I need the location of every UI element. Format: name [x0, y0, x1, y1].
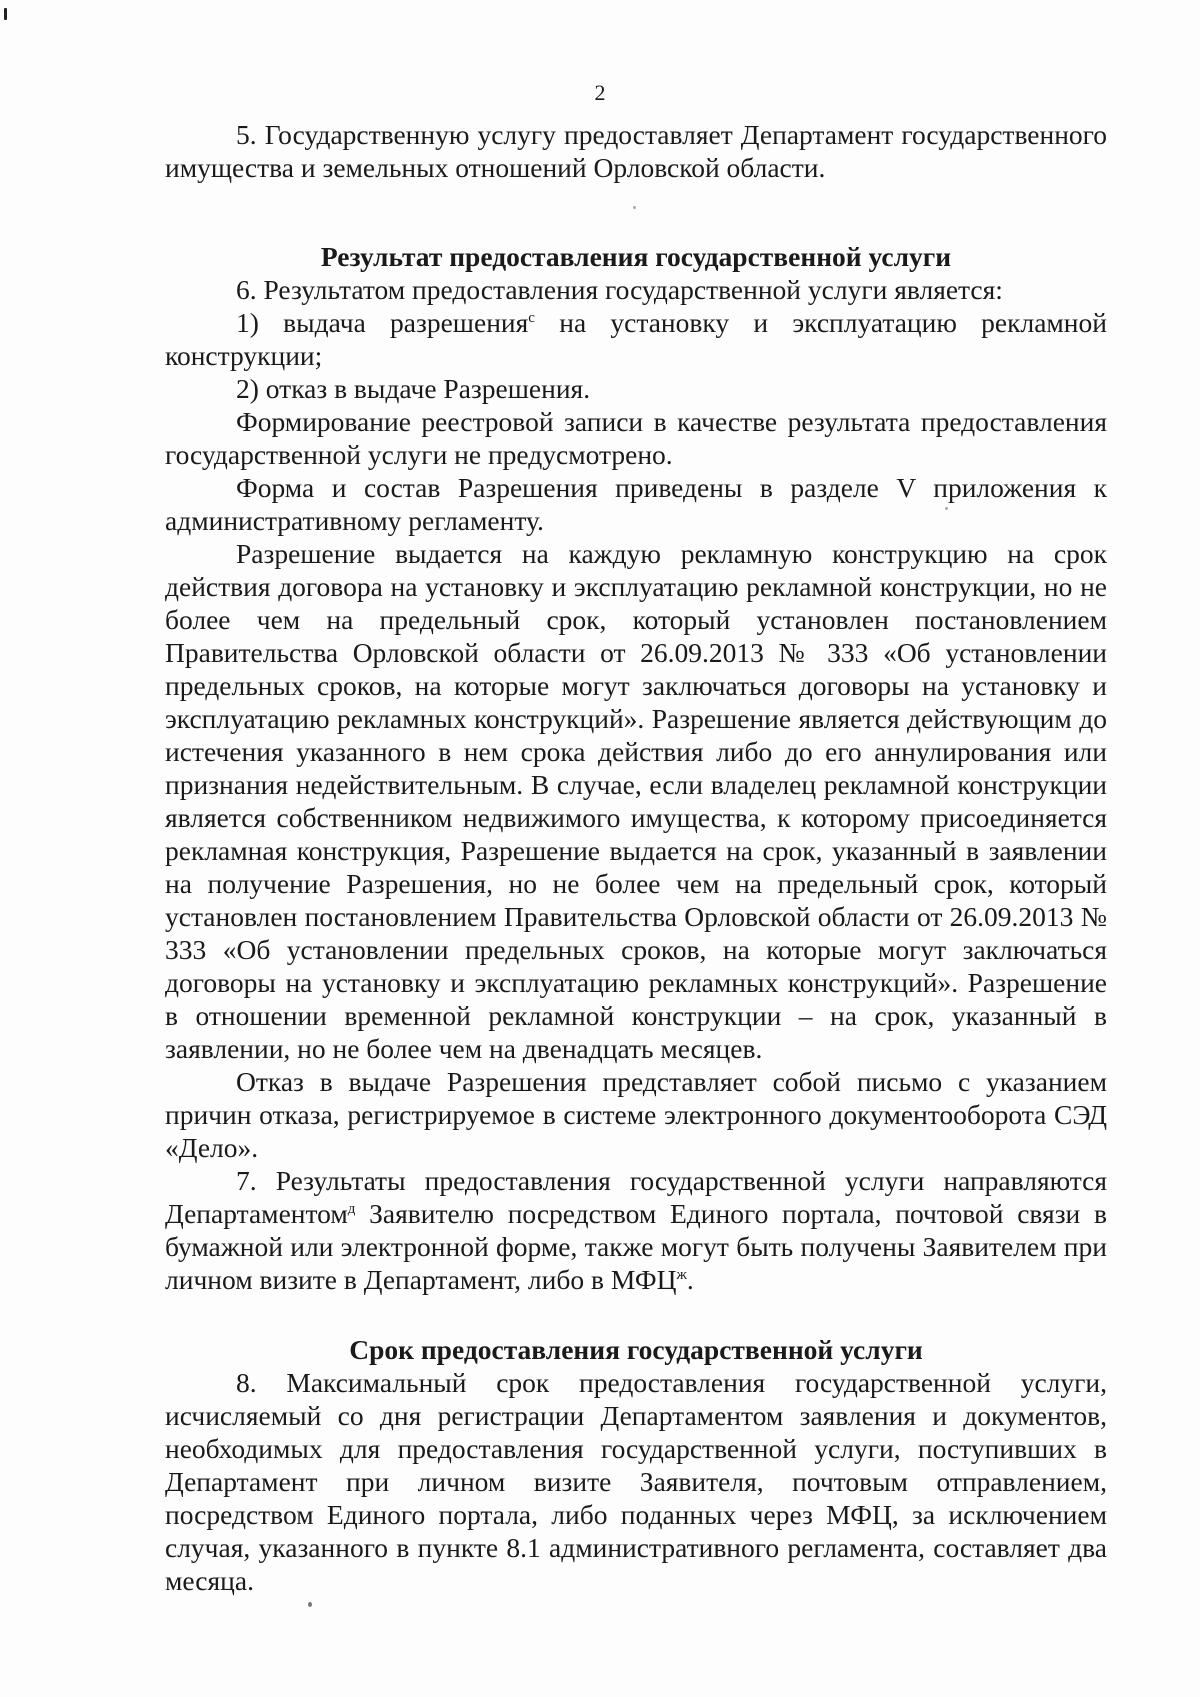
list-item-1-rest: на установку и эксплуатацию рекламной конструкции; [165, 307, 1107, 371]
list-item-1 [165, 306, 1107, 372]
list-item-1-text: 1) выдача разрешения [236, 307, 529, 338]
document-body [165, 118, 1107, 1597]
footnote-mark-d: д [347, 1200, 356, 1217]
scan-speck [945, 507, 948, 510]
paragraph-form: Форма и состав Разрешения приведены в разделе V приложения к административному регламенту. [165, 472, 1107, 536]
footnote-mark-c: с [528, 309, 535, 326]
paragraph-6: 6. Результатом предоставления государственной услуги является: [236, 274, 1003, 305]
paragraph-refusal: Отказ в выдаче Разрешения представляет собой письмо с указанием причин отказа, регистрируемое в системе электронного документооборота СЭД «Дело». [165, 1066, 1107, 1163]
paragraph-7 [165, 1164, 1107, 1296]
heading-term: Срок предоставления государственной услуги [349, 1334, 923, 1365]
heading-result: Результат предоставления государственной услуги [320, 241, 952, 272]
paragraph-5: 5. Государственную услугу предоставляет Департамент государственного имущества и земельных отношений Орловской области. [165, 119, 1107, 183]
list-item-2: 2) отказ в выдаче Разрешения. [236, 373, 591, 404]
paragraph-7-b: Заявителю посредством Единого портала, почтовой связи в бумажной или электронной форме, также могут быть получены Заявителем при личном визите в Департамент, либо в МФЦ [165, 1198, 1107, 1295]
paragraph-registry: Формирование реестровой записи в качестве результата предоставления государственной услуги не предусмотрено. [165, 406, 1107, 470]
scan-speck [633, 206, 636, 209]
paragraph-8: 8. Максимальный срок предоставления государственной услуги, исчисляемый со дня регистрации Департаментом заявления и документов, необходимых для предоставления государственной услуги, поступивших в Департамент при личном визите Заявителя, почтовым отправлением, посредством Единого портала, либо поданных через МФЦ, за исключением случая, указанного в пункте 8.1 административного регламента, составляет два месяца. [165, 1367, 1107, 1596]
paragraph-7-c: . [686, 1264, 694, 1295]
paragraph-7-a: 7. Результаты предоставления государственной услуги направляются Департаментом [165, 1165, 1107, 1229]
paragraph-permit: Разрешение выдается на каждую рекламную конструкцию на срок действия договора на установку и эксплуатацию рекламной конструкции, но не более чем на предельный срок, который установлен постановлением Правительства Орловской области от 26.09.2013 № 333 «Об установлении предельных сроков, на которые могут заключаться договоры на установку и эксплуатацию рекламных конструкций». Разрешение является действующим до истечения указанного в нем срока действия либо до его аннулирования или признания недействительным. В случае, если владелец рекламной конструкции является собственником недвижимого имущества, к которому присоединяется рекламная конструкция, Разрешение выдается на срок, указанный в заявлении на получение Разрешения, но не более чем на предельный срок, который установлен постановлением Правительства Орловской области от 26.09.2013 № 333 «Об установлении предельных сроков, на которые могут заключаться договоры на установку и эксплуатацию рекламных конструкций». Разрешение в отношении временной рекламной конструкции – на срок, указанный в заявлении, но не более чем на двенадцать месяцев. [165, 538, 1107, 1064]
scan-speck [4, 8, 7, 20]
page-number: 2 [594, 80, 606, 105]
scan-speck [308, 1602, 312, 1607]
footnote-mark-zh: ж [676, 1266, 687, 1283]
